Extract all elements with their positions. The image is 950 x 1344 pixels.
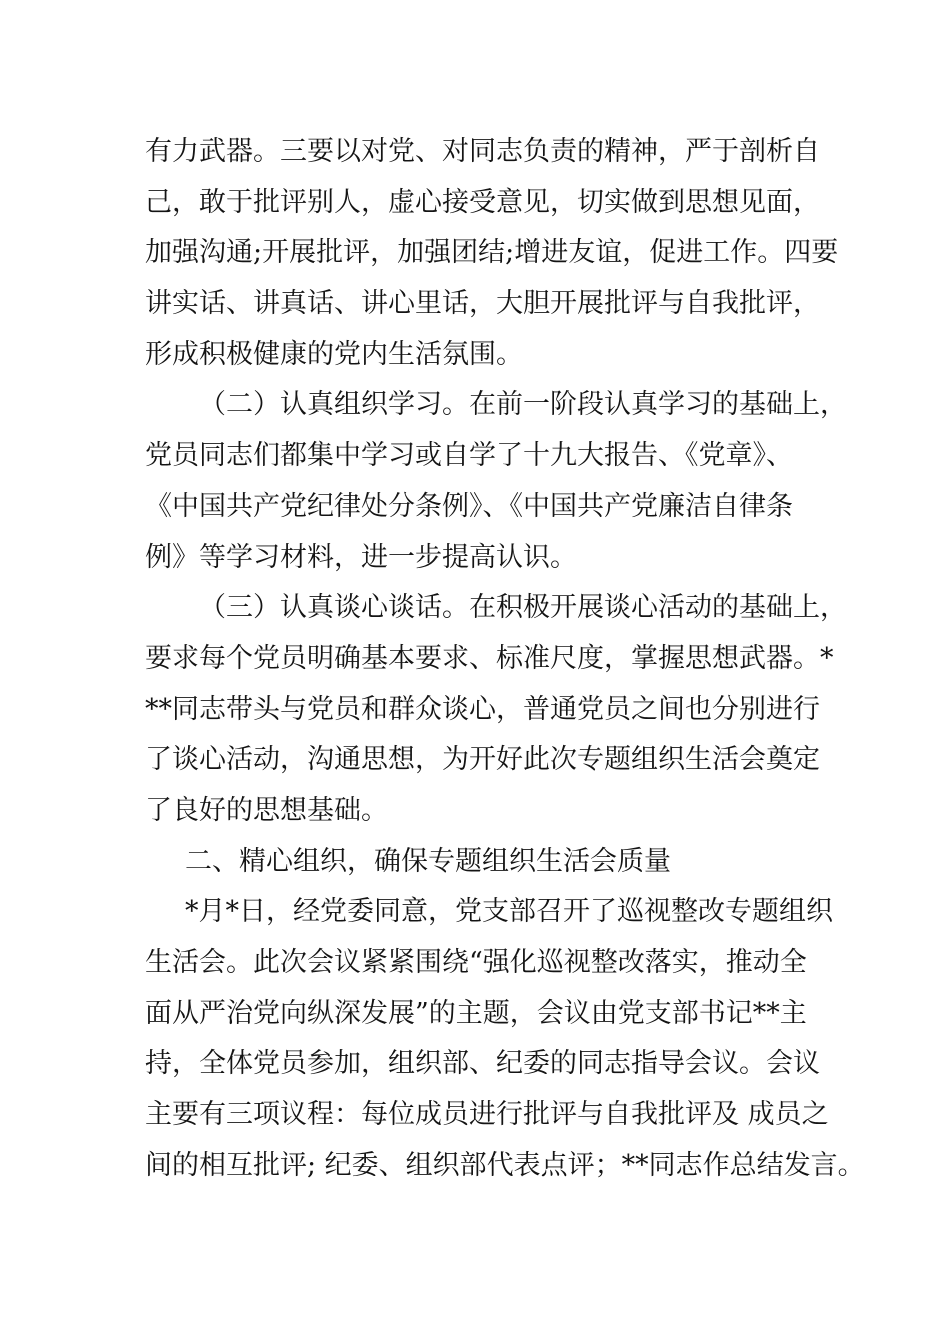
text-line: 生活会。此次会议紧紧围绕“强化巡视整改落实，推动全: [145, 947, 807, 978]
text-line: **同志带头与党员和群众谈心，普通党员之间也分别进行: [145, 693, 820, 725]
text-line: 有力武器。三要以对党、对同志负责的精神，严于剖析自: [145, 136, 820, 167]
text-line: 讲实话、讲真话、讲心里话，大胆开展批评与自我批评，: [145, 288, 820, 320]
section-heading: 二、精心组织，确保专题组织生活会质量: [185, 845, 671, 877]
text-line: 了良好的思想基础。: [145, 794, 388, 826]
text-line: 己，敢于批评别人，虚心接受意见，切实做到思想见面，: [145, 186, 820, 218]
text-line: 了谈心活动，沟通思想，为开好此次专题组织生活会奠定: [145, 744, 820, 776]
body-text: [145, 127, 865, 1191]
paragraph-heading-study: （二）认真组织学习。在前一阶段认真学习的基础上，: [199, 389, 847, 421]
paragraph-heading-talk: （三）认真谈心谈话。在积极开展谈心活动的基础上，: [199, 592, 847, 624]
paragraph-first-line: *月*日，经党委同意，党支部召开了巡视整改专题组织: [185, 896, 833, 928]
text-line: 党员同志们都集中学习或自学了十九大报告、《党章》、: [145, 440, 793, 472]
text-line: 形成积极健康的党内生活氛围。: [145, 338, 523, 370]
text-line: 持，全体党员参加，组织部、纪委的同志指导会议。会议: [145, 1048, 820, 1080]
text-line: 面从严治党向纵深发展”的主题，会议由党支部书记**主: [145, 997, 807, 1029]
text-line: 间的相互批评; 纪委、组织部代表点评；**同志作总结发言。: [145, 1149, 865, 1181]
text-line: 要求每个党员明确基本要求、标准尺度，掌握思想武器。*: [145, 642, 834, 674]
text-line: 加强沟通;开展批评，加强团结;增进友谊，促进工作。四要: [145, 237, 839, 269]
text-line: 《中国共产党纪律处分条例》、《中国共产党廉洁自律条: [145, 490, 793, 522]
text-line: 主要有三项议程：每位成员进行批评与自我批评及 成员之: [145, 1099, 829, 1131]
text-line: 例》等学习材料，进一步提高认识。: [145, 541, 577, 573]
